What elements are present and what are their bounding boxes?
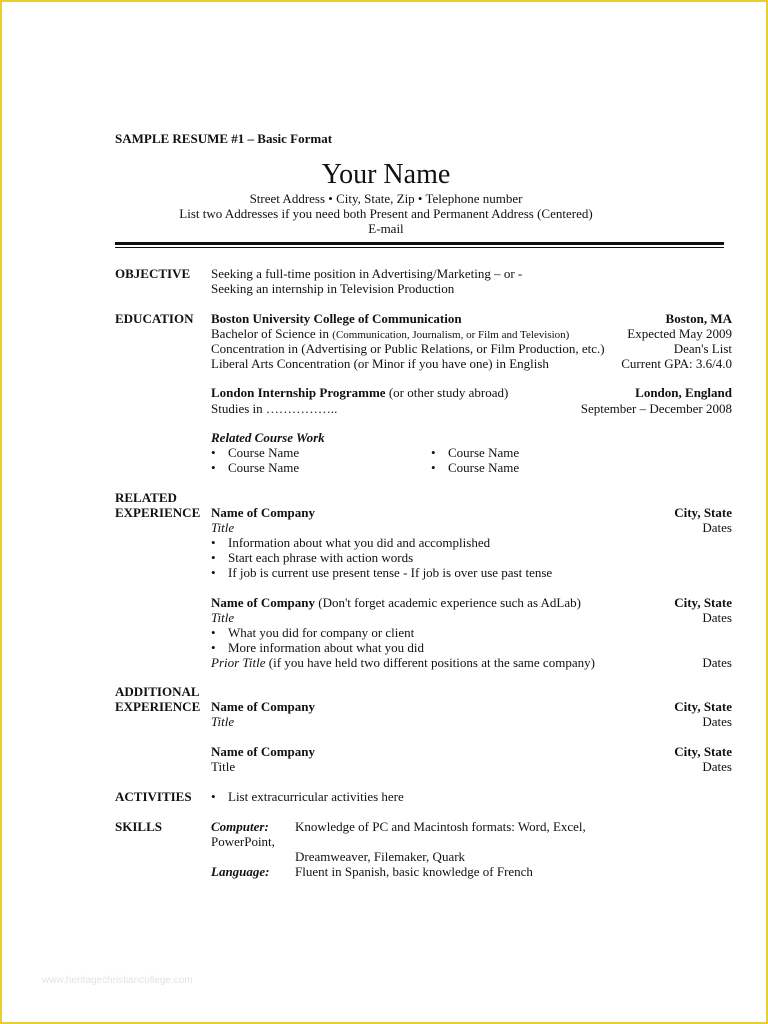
contact-line-1: Street Address • City, State, Zip • Telephone number	[249, 191, 523, 206]
related-job2-title: Title	[211, 610, 235, 625]
sample-title: SAMPLE RESUME #1 – Basic Format	[115, 131, 333, 146]
deans-list: Dean's List	[673, 341, 732, 356]
related-job1-dates: Dates	[702, 520, 732, 535]
objective-line-1: Seeking a full-time position in Advertising/Marketing – or -	[211, 266, 523, 281]
job-bullet: • Information about what you did and accomplished	[228, 535, 490, 551]
course-item: • Course Name	[448, 460, 519, 476]
course-item: • Course Name	[228, 445, 299, 461]
computer-skills: Knowledge of PC and Macintosh formats: Word, Excel,	[295, 819, 586, 834]
additional-job1-location: City, State	[674, 699, 732, 714]
degree-expected: Expected May 2009	[627, 326, 732, 341]
contact-email: E-mail	[368, 221, 404, 236]
job-bullet: • If job is current use present tense - If job is over use past tense	[228, 565, 552, 581]
related-heading-1: RELATED	[115, 490, 177, 505]
additional-job2-dates: Dates	[702, 759, 732, 774]
related-job1-company: Name of Company	[211, 505, 315, 520]
school2-name: London Internship Programme	[211, 385, 386, 400]
additional-job1-dates: Dates	[702, 714, 732, 729]
related-job2-note: (Don't forget academic experience such as AdLab)	[315, 595, 581, 610]
computer-skills-2: Dreamweaver, Filemaker, Quark	[295, 849, 466, 864]
concentration-line: Concentration in (Advertising or Public Relations, or Film Production, etc.)	[211, 341, 605, 356]
objective-heading: OBJECTIVE	[115, 266, 191, 281]
related-job2-line	[211, 595, 581, 611]
prior-title-line	[211, 655, 595, 671]
job-bullet: • Start each phrase with action words	[228, 550, 413, 566]
watermark: www.heritagechristiancollege.com	[42, 975, 193, 986]
related-job2-dates: Dates	[702, 610, 732, 625]
additional-heading-2: EXPERIENCE	[115, 699, 201, 714]
computer-label: Computer:	[211, 819, 269, 834]
job-bullet: • What you did for company or client	[228, 625, 414, 641]
degree-line	[211, 326, 569, 342]
computer-skills-wrap: PowerPoint,	[211, 834, 275, 849]
school2-location: London, England	[635, 385, 732, 400]
additional-job2-location: City, State	[674, 744, 732, 759]
activities-heading: ACTIVITIES	[115, 789, 192, 804]
degree-note: (Communication, Journalism, or Film and Television)	[332, 329, 570, 341]
liberal-arts-line: Liberal Arts Concentration (or Minor if you have one) in English	[211, 356, 549, 371]
additional-heading-1: ADDITIONAL	[115, 684, 200, 699]
objective-line-2: Seeking an internship in Television Production	[211, 281, 455, 296]
school1-name: Boston University College of Communication	[211, 311, 462, 326]
gpa: Current GPA: 3.6/4.0	[621, 356, 732, 371]
related-job2-location: City, State	[674, 595, 732, 610]
additional-job2-title: Title	[211, 759, 236, 774]
header-rule-thin	[115, 247, 724, 248]
education-heading: EDUCATION	[115, 311, 194, 326]
prior-title: Prior Title	[211, 655, 266, 670]
prior-title-dates: Dates	[702, 655, 732, 670]
school2-studies: Studies in ……………..	[211, 401, 338, 416]
prior-title-note: (if you have held two different positions at the same company)	[265, 655, 595, 670]
related-job1-location: City, State	[674, 505, 732, 520]
language-skills: Fluent in Spanish, basic knowledge of French	[295, 864, 533, 879]
job-bullet: • More information about what you did	[228, 640, 424, 656]
school2-dates: September – December 2008	[580, 401, 732, 416]
course-work-heading: Related Course Work	[211, 430, 325, 445]
resume-name: Your Name	[321, 159, 451, 190]
language-label: Language:	[211, 864, 270, 879]
additional-job1-company: Name of Company	[211, 699, 315, 714]
additional-job2-company: Name of Company	[211, 744, 315, 759]
skills-heading: SKILLS	[115, 819, 162, 834]
contact-line-2: List two Addresses if you need both Present and Permanent Address (Centered)	[179, 206, 593, 221]
school2-line	[211, 385, 508, 401]
related-job2-company: Name of Company	[211, 595, 315, 610]
course-item: • Course Name	[228, 460, 299, 476]
school1-location: Boston, MA	[665, 311, 732, 326]
additional-job1-title: Title	[211, 714, 235, 729]
school2-note: (or other study abroad)	[385, 385, 509, 400]
related-heading-2: EXPERIENCE	[115, 505, 201, 520]
degree-prefix: Bachelor of Science in	[211, 326, 333, 341]
course-item: • Course Name	[448, 445, 519, 461]
activity-item: • List extracurricular activities here	[228, 789, 404, 805]
header-rule-thick	[115, 242, 724, 245]
related-job1-title: Title	[211, 520, 235, 535]
